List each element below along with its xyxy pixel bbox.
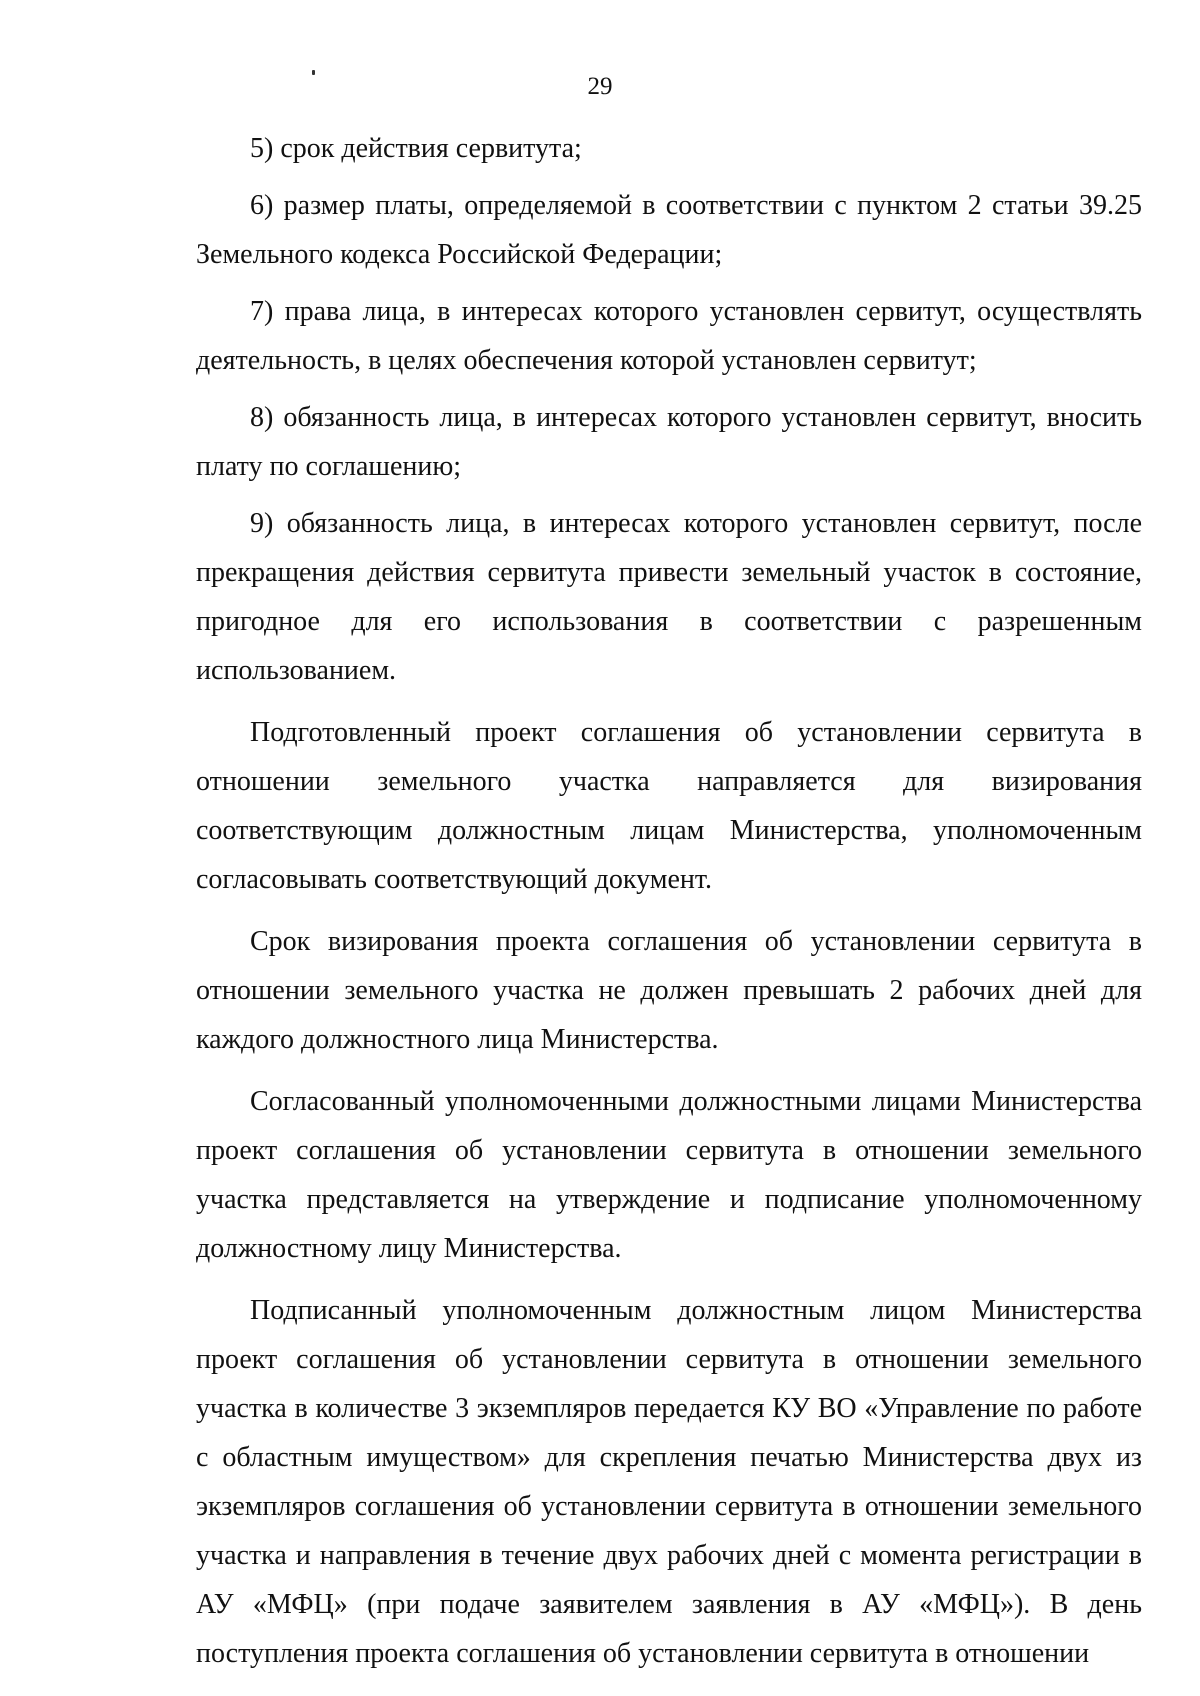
paragraph-approval: Согласованный уполномоченными должностными лицами Министерства проект соглашения об установлении сервитута в отношении земельного участка представляется на утверждение и подписание уполномоченному должностному лицу Министерства. <box>196 1086 1142 1264</box>
document-body <box>196 124 1142 1678</box>
page-number: 29 <box>587 73 613 100</box>
list-item-5: 5) срок действия сервитута; <box>250 133 582 164</box>
list-item-6: 6) размер платы, определяемой в соответствии с пунктом 2 статьи 39.25 Земельного кодекса Российской Федерации; <box>196 190 1142 270</box>
paragraph-visa-term: Срок визирования проекта соглашения об установлении сервитута в отношении земельного участка не должен превышать 2 рабочих дней для каждого должностного лица Министерства. <box>196 926 1142 1055</box>
list-item-9: 9) обязанность лица, в интересах которого установлен сервитут, после прекращения действия сервитута привести земельный участок в состояние, пригодное для его использования в соответствии с разрешенным использованием. <box>196 508 1142 686</box>
paragraph-signed-draft: Подписанный уполномоченным должностным лицом Министерства проект соглашения об установлении сервитута в отношении земельного участка в количестве 3 экземпляров передается КУ ВО «Управление по работе с областным имуществом» для скрепления печатью Министерства двух из экземпляров соглашения об установлении сервитута в отношении земельного участка и направления в течение двух рабочих дней с момента регистрации в АУ «МФЦ» (при подаче заявителем заявления в АУ «МФЦ»). В день поступления проекта соглашения об установлении сервитута в отношении <box>196 1295 1142 1669</box>
list-item-7: 7) права лица, в интересах которого установлен сервитут, осуществлять деятельность, в целях обеспечения которой установлен сервитут; <box>196 296 1142 376</box>
list-item-8: 8) обязанность лица, в интересах которого установлен сервитут, вносить плату по соглашению; <box>196 402 1142 482</box>
paragraph-draft-visa: Подготовленный проект соглашения об установлении сервитута в отношении земельного участка направляется для визирования соответствующим должностным лицам Министерства, уполномоченным согласовывать соответствующий документ. <box>196 717 1142 895</box>
